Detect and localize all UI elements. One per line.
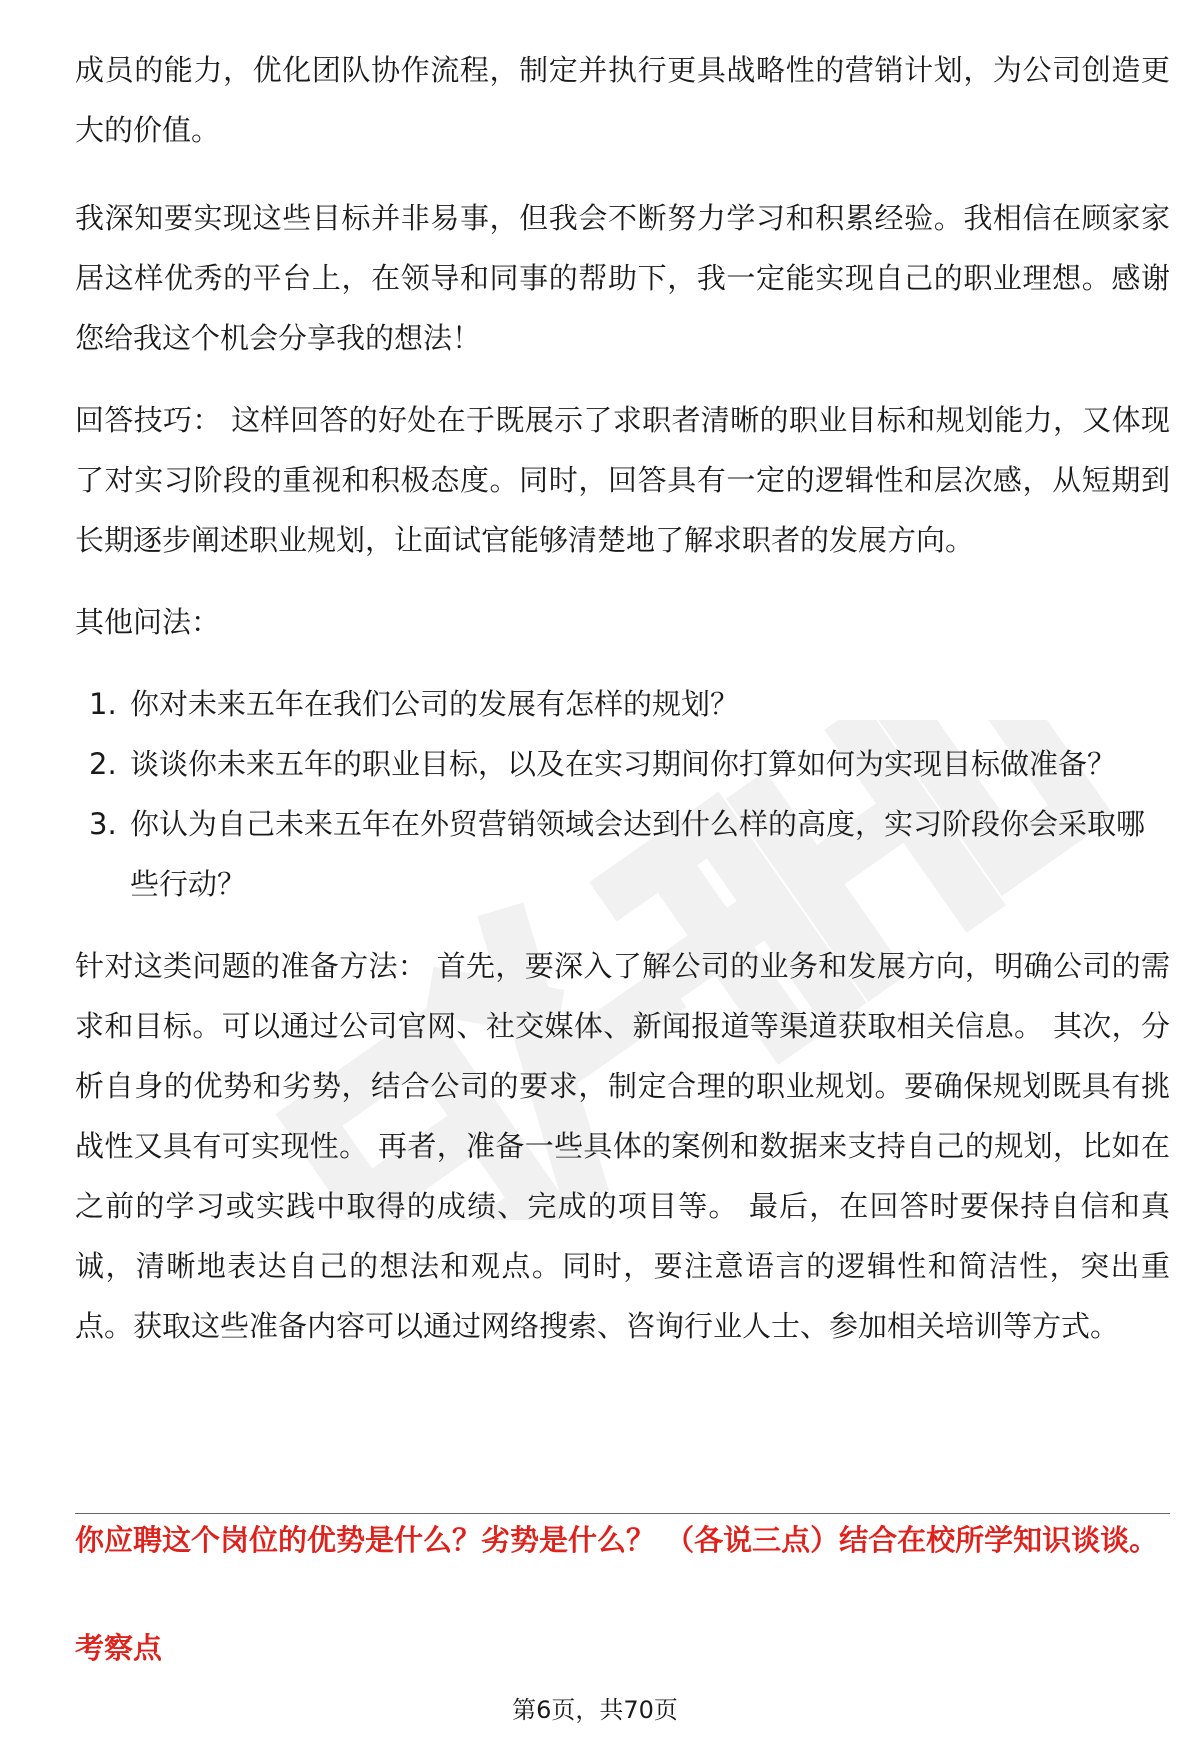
list-item-number: 2.: [89, 747, 117, 781]
list-item-text: 你对未来五年在我们公司的发展有怎样的规划？: [130, 687, 740, 721]
paragraph-other-questions-label: 其他问法：: [75, 605, 221, 639]
list-item-text: 谈谈你未来五年的职业目标，以及在实习期间你打算如何为实现目标做准备？: [130, 747, 1117, 781]
list-item-number: 3.: [89, 807, 117, 841]
paragraph-commitment: 我深知要实现这些目标并非易事，但我会不断努力学习和积累经验。我相信在顾家家居这样优秀的平台上，在领导和同事的帮助下，我一定能实现自己的职业理想。感谢您给我这个机会分享我的想法！: [75, 201, 1170, 355]
list-item-number: 1.: [89, 687, 117, 721]
section-divider: [75, 1513, 1170, 1514]
paragraph-preparation-method: 针对这类问题的准备方法： 首先，要深入了解公司的业务和发展方向，明确公司的需求和目标。可以通过公司官网、社交媒体、新闻报道等渠道获取相关信息。 其次，分析自身的优势和劣势，结合公司的要求，制定合理的职业规划。要确保规划既具有挑战性又具有可实现性。 再者，准备一些具体的案例和数据来支持自己的规划，比如在之前的学习或实践中取得的成绩、完成的项目等。 最后，在回答时要保持自信和真诚，清晰地表达自己的想法和观点。同时，要注意语言的逻辑性和简洁性，突出重点。获取这些准备内容可以通过网络搜索、咨询行业人士、参加相关培训等方式。: [75, 949, 1170, 1343]
list-item: [75, 674, 1170, 734]
list-item-text: 你认为自己未来五年在外贸营销领域会达到什么样的高度，实习阶段你会采取哪些行动？: [130, 807, 1146, 901]
paragraph-career-goal-end: 成员的能力，优化团队协作流程，制定并执行更具战略性的营销计划，为公司创造更大的价值。: [75, 53, 1170, 147]
paragraph-answer-tips: 回答技巧： 这样回答的好处在于既展示了求职者清晰的职业目标和规划能力，又体现了对实习阶段的重视和积极态度。同时，回答具有一定的逻辑性和层次感，从短期到长期逐步阐述职业规划，让面试官能够清楚地了解求职者的发展方向。: [75, 403, 1170, 557]
list-item: [75, 794, 1170, 914]
document-body: [75, 40, 1170, 1356]
page-footer: 第6页，共70页: [512, 1696, 678, 1724]
next-question-heading: 你应聘这个岗位的优势是什么？劣势是什么？ （各说三点）结合在校所学知识谈谈。: [75, 1523, 1159, 1557]
section-label-examination-points: 考察点: [75, 1631, 163, 1665]
other-questions-list: [75, 674, 1170, 914]
list-item: [75, 734, 1170, 794]
